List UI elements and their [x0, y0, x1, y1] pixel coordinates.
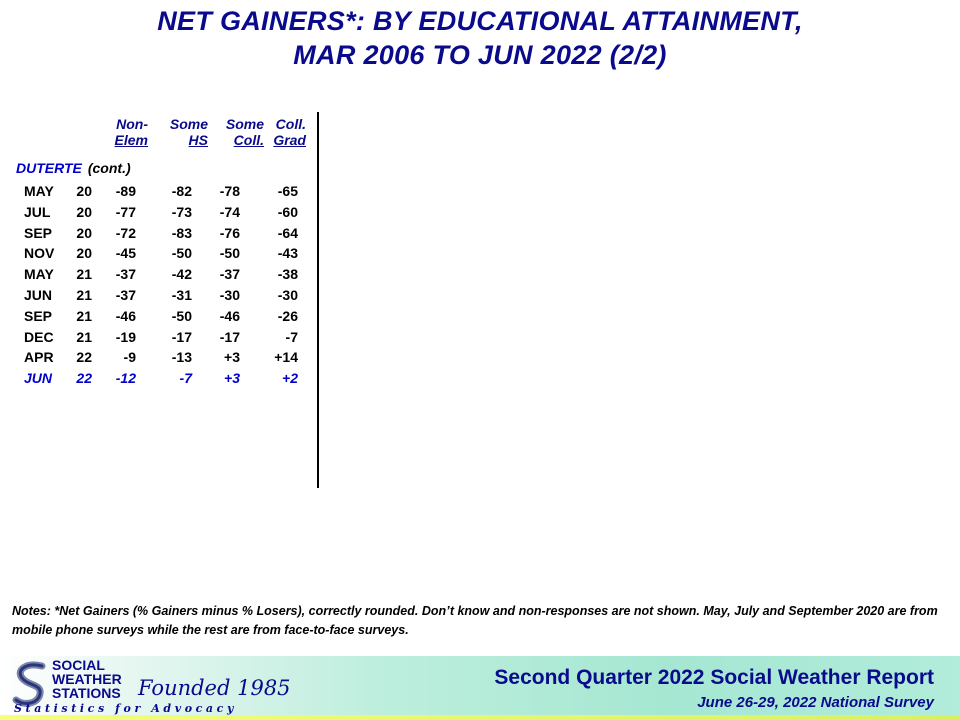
cell-some-coll: -46: [219, 307, 240, 324]
col-header-some-coll: [216, 116, 264, 148]
cell-some-hs: -83: [171, 224, 192, 241]
row-year: 21: [76, 307, 92, 324]
cell-coll-grad: -30: [277, 287, 298, 303]
col-header-line2: Coll.: [233, 132, 264, 148]
table-row: [0, 327, 330, 347]
cell-coll-grad: -65: [277, 183, 298, 199]
cell-some-coll: -78: [219, 183, 240, 199]
cell-coll-grad: +2: [282, 370, 298, 387]
cell-some-hs: -82: [171, 183, 192, 199]
row-year: 22: [76, 370, 92, 387]
logo-tagline: Statistics for Advocacy: [14, 702, 237, 715]
row-month: MAY: [24, 183, 54, 199]
col-header-coll-grad: [264, 116, 306, 148]
row-year: 20: [76, 245, 92, 262]
col-header-some-hs: [160, 116, 208, 148]
cell-some-hs: -13: [171, 349, 192, 366]
cell-non-elem: -45: [115, 245, 136, 262]
cell-coll-grad: -26: [277, 307, 298, 324]
cell-some-hs: -73: [171, 203, 192, 220]
col-header-line1: Coll.: [275, 116, 306, 132]
cell-some-hs: -42: [171, 266, 192, 283]
row-month: DEC: [24, 328, 54, 345]
row-month: JUL: [24, 203, 51, 220]
section-name: DUTERTE: [16, 160, 82, 176]
table-row: [0, 243, 330, 263]
table-row: [0, 306, 330, 326]
cell-non-elem: -46: [115, 307, 136, 324]
row-month: JUN: [24, 287, 53, 303]
row-month: APR: [24, 349, 54, 366]
cell-some-hs: -17: [171, 328, 192, 345]
cell-non-elem: -19: [115, 328, 136, 345]
cell-some-coll: -30: [219, 287, 240, 303]
cell-some-coll: -76: [219, 224, 240, 241]
page-title: [0, 4, 960, 72]
table-row: [0, 223, 330, 243]
cell-coll-grad: -7: [285, 328, 298, 345]
footer-strip: [0, 715, 960, 720]
cell-some-coll: -74: [219, 203, 240, 220]
logo-wordmark: [52, 658, 122, 700]
cell-non-elem: -12: [115, 370, 136, 387]
logo-founded: Founded 1985: [138, 676, 291, 700]
cell-some-coll: +3: [224, 370, 240, 387]
row-month: MAY: [24, 266, 54, 283]
report-title: Second Quarter 2022 Social Weather Report: [494, 666, 934, 689]
row-month: SEP: [24, 307, 53, 324]
col-header-line2: Grad: [273, 132, 306, 148]
cell-non-elem: -72: [115, 224, 136, 241]
section-note: (cont.): [87, 160, 131, 176]
report-subtitle: June 26-29, 2022 National Survey: [697, 694, 934, 711]
row-month: SEP: [24, 224, 53, 241]
cell-some-hs: -7: [179, 370, 192, 387]
row-year: 20: [76, 224, 92, 241]
cell-some-hs: -31: [171, 287, 192, 303]
col-header-line1: Some: [225, 116, 264, 132]
cell-non-elem: -89: [115, 183, 136, 199]
cell-non-elem: -77: [115, 203, 136, 220]
table-row: [0, 285, 330, 305]
row-year: 21: [76, 266, 92, 283]
col-header-line2: Elem: [114, 132, 148, 148]
row-month: NOV: [24, 245, 55, 262]
section-label-duterte: [16, 160, 131, 176]
cell-non-elem: -37: [115, 287, 136, 303]
table-row: [0, 202, 330, 222]
col-header-line1: Non-: [116, 116, 148, 132]
vertical-divider: [317, 112, 319, 488]
cell-some-coll: -50: [219, 245, 240, 262]
notes: Notes: *Net Gainers (% Gainers minus % Losers), correctly rounded. Don’t know and non-responses are not shown. May, July and September 2020 are from mobile phone surveys while the rest are from face-to-face surveys.: [12, 604, 938, 637]
cell-non-elem: -37: [115, 266, 136, 283]
table-row: [0, 347, 330, 367]
cell-non-elem: -9: [123, 349, 136, 366]
col-header-line2: HS: [188, 132, 208, 148]
cell-some-coll: +3: [224, 349, 240, 366]
table-row: [0, 368, 330, 388]
col-header-non-elem: [104, 116, 148, 148]
cell-coll-grad: -38: [277, 266, 298, 283]
cell-some-coll: -17: [219, 328, 240, 345]
cell-some-hs: -50: [171, 245, 192, 262]
cell-some-coll: -37: [219, 266, 240, 283]
table-row: [0, 181, 330, 201]
cell-coll-grad: -64: [277, 224, 298, 241]
footer-banner: [0, 656, 960, 720]
table-row: [0, 264, 330, 284]
title-line-2: MAR 2006 TO JUN 2022 (2/2): [293, 40, 667, 70]
row-year: 20: [76, 183, 92, 199]
logo-line: STATIONS: [52, 685, 121, 701]
row-year: 22: [76, 349, 92, 366]
cell-coll-grad: +14: [274, 349, 298, 366]
row-year: 21: [76, 287, 92, 303]
row-year: 20: [76, 203, 92, 220]
row-month: JUN: [24, 370, 53, 387]
logo-line: WEATHER: [52, 671, 122, 687]
cell-coll-grad: -43: [277, 245, 298, 262]
col-header-line1: Some: [169, 116, 208, 132]
logo-line: SOCIAL: [52, 657, 105, 673]
row-year: 21: [76, 328, 92, 345]
cell-some-hs: -50: [171, 307, 192, 324]
cell-coll-grad: -60: [277, 203, 298, 220]
title-line-1: NET GAINERS*: BY EDUCATIONAL ATTAINMENT,: [157, 6, 803, 36]
